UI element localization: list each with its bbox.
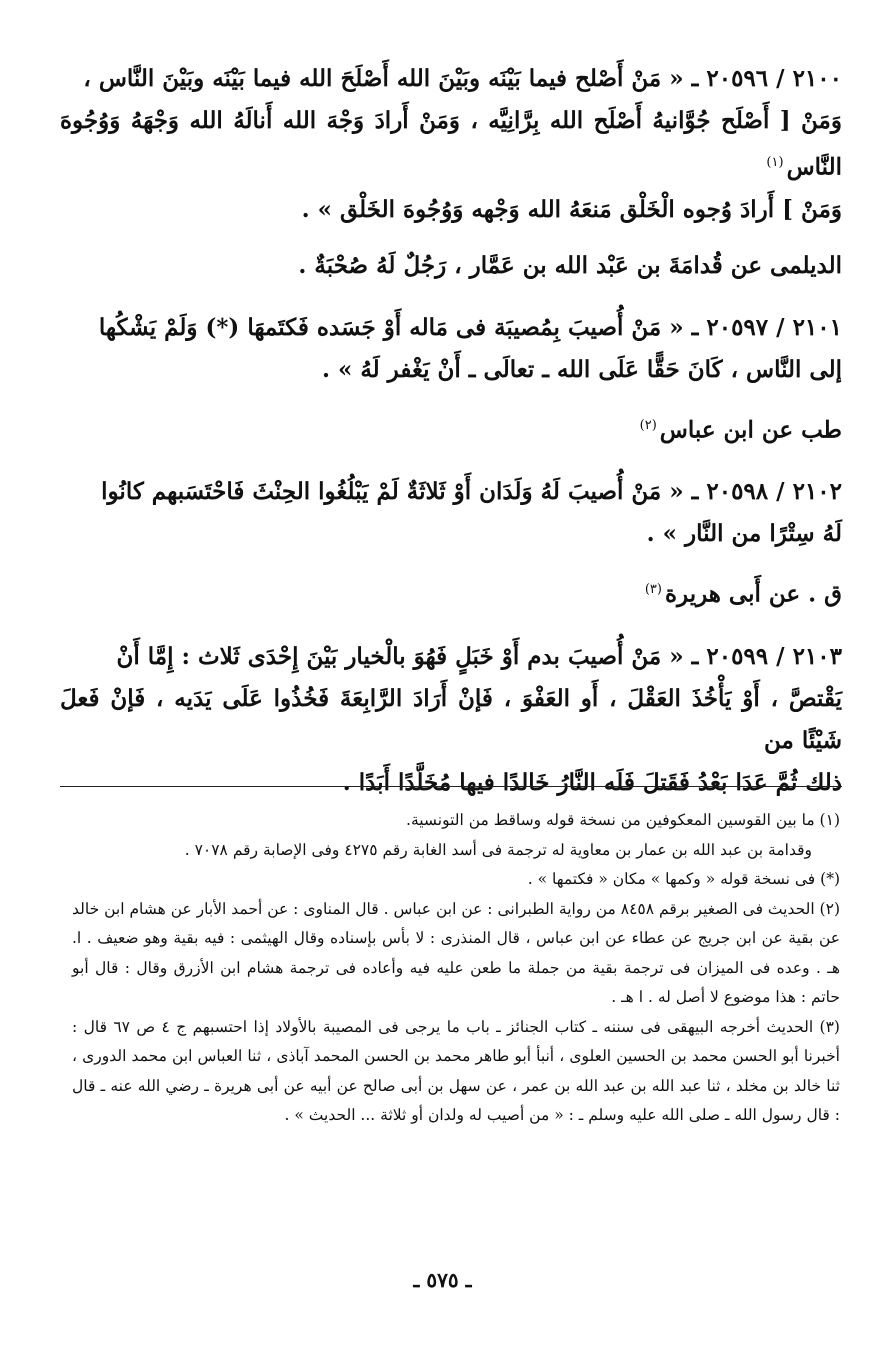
hadith-entry-2101: [60, 307, 842, 452]
footnote-1: (١) ما بين القوسين المعكوفين من نسخة قوله وساقط من التونسية.: [406, 811, 840, 829]
hadith-line: يَقْتصَّ ، أَوْ يَأْخُذَ العَقْلَ ، أَو العَفْوَ ، فَإنْ أَرَادَ الرَّابِعَةَ فَخُذُوا عَلَى يَدَيه ، فَإنْ فَعلَ شَيْئًا من: [60, 684, 842, 754]
hadith-line: لَهُ سِتْرًا من النَّار » .: [646, 520, 842, 548]
hadith-line-text: وَمَنْ [ أَصْلَح جُوَّانيهُ أَصْلَح الله بِرَّانِيَّه ، وَمَنْ أَرادَ وَجْهَ الله أَنالَهُ الله وَجْهَهُ وَوُجُوهَ النَّاس: [60, 107, 842, 181]
hadith-entry-2102: [60, 471, 842, 616]
hadith-line: ٢١٠١ / ٢٠٥٩٧ ـ « مَنْ أُصيبَ بِمُصيبَة فى مَاله أَوْ جَسَده فَكتَمهَا (*) وَلَمْ يَشْكُها: [98, 313, 842, 341]
footnote-3: (٣) الحديث أخرجه البيهقى فى سننه ـ كتاب الجنائز ـ باب ما يرجى فى المصيبة بالأولاد إذا احتسبهم ج ٤ ص ٦٧ قال : أخبرنا أبو الحسن محمد بن الحسين العلوى ، أنبأ أبو طاهر محمد بن الحسن المحمد آباذى ، ثنا العباس ابن محمد الدورى ، ثنا خالد بن مخلد ، ثنا عبد الله بن عبد الله بن عمر ، عن سهل بن أبى صالح عن أبيه عن أبى هريرة ـ رضي الله عنه ـ قال : قال رسول الله ـ صلى الله عليه وسلم ـ : « من أصيب له ولدان أو ثلاثة ... الحديث » .: [72, 1017, 840, 1124]
footnote-marker: (٢): [639, 417, 657, 433]
footnote-1-continued: وقدامة بن عبد الله بن عمار بن معاوية له ترجمة فى أسد الغابة رقم ٤٢٧٥ وفى الإصابة رقم ٧٠٧٨ .: [184, 840, 812, 859]
hadith-line: ٢١٠٢ / ٢٠٥٩٨ ـ « مَنْ أُصيبَ لَهُ وَلَدَان أَوْ ثَلاثَةٌ لَمْ يَبْلُغُوا الحِنْثَ فَاحْتَسَبهم كانُوا: [101, 478, 842, 506]
hadith-entry-2100: [60, 58, 842, 287]
hadith-source: الديلمى عن قُدامَةَ بن عَبْد الله بن عَمَّار ، رَجُلٌ لَهُ صُحْبَةٌ .: [298, 251, 842, 279]
hadith-source-text: طب عن ابن عباس: [659, 416, 842, 444]
footnotes: [72, 806, 840, 1131]
hadith-source: [60, 569, 842, 616]
hadith-line: ذلك ثُمَّ عَدَا بَعْدُ فَقَتلَ فَلَه النَّارُ خَالدًا فيها مُخَلَّدًا أَبَدًا .: [342, 768, 842, 796]
hadith-line: [60, 100, 842, 189]
hadith-line: إلى النَّاس ، كَانَ حَقًّا عَلَى الله ـ تعالَى ـ أَنْ يَغْفر لَهُ » .: [321, 355, 842, 383]
footnote-asterisk: (*) فى نسخة قوله « وكمها » مكان « فكتمها » .: [527, 870, 840, 888]
hadith-entry-2103: [60, 636, 842, 804]
page-number: ـ ٥٧٥ ـ: [413, 1268, 472, 1292]
hadith-line: ٢١٠٣ / ٢٠٥٩٩ ـ « مَنْ أُصيبَ بدم أَوْ خَبَلٍ فَهُوَ بالْخيار بَيْنَ إِحْدَى ثَلاث : إِمَّا أَنْ: [116, 642, 842, 670]
hadith-source: [60, 405, 842, 452]
hadith-line: ٢١٠٠ / ٢٠٥٩٦ ـ « مَنْ أَصْلح فيما بَيْنَه وبَيْنَ الله أَصْلَحَ الله فيما بَيْنَه وبَيْنَ النَّاس ،: [83, 65, 842, 92]
hadith-line: وَمَنْ ] أَرادَ وُجوه الْخَلْق مَنعَهُ الله وَجْهه وَوُجُوهَ الخَلْق » .: [301, 195, 842, 223]
hadith-source-text: ق . عن أَبى هريرة: [664, 580, 842, 608]
footnote-2: (٢) الحديث فى الصغير برقم ٨٤٥٨ من رواية الطبرانى : عن ابن عباس . قال المناوى : عن أحمد الأبار عن هشام ابن خالد عن بقية عن ابن جريج عن عطاء عن ابن عباس ، قال المنذرى : لا بأس بإسناده وقال الهيثمى : فيه بقية وهو ضعيف . ا. هـ . وعده فى الميزان فى ترجمة بقية من جملة ما طعن عليه فيه وأعاده فى ترجمة هشام ابن الأزرق وقال : قال أبو حاتم : هذا موضوع لا أصل له . ا هـ .: [72, 899, 840, 1006]
main-text: [60, 58, 842, 804]
footnote-marker: (٣): [644, 582, 662, 598]
footnote-divider: [60, 786, 842, 787]
footnote-marker: (١): [766, 155, 784, 170]
